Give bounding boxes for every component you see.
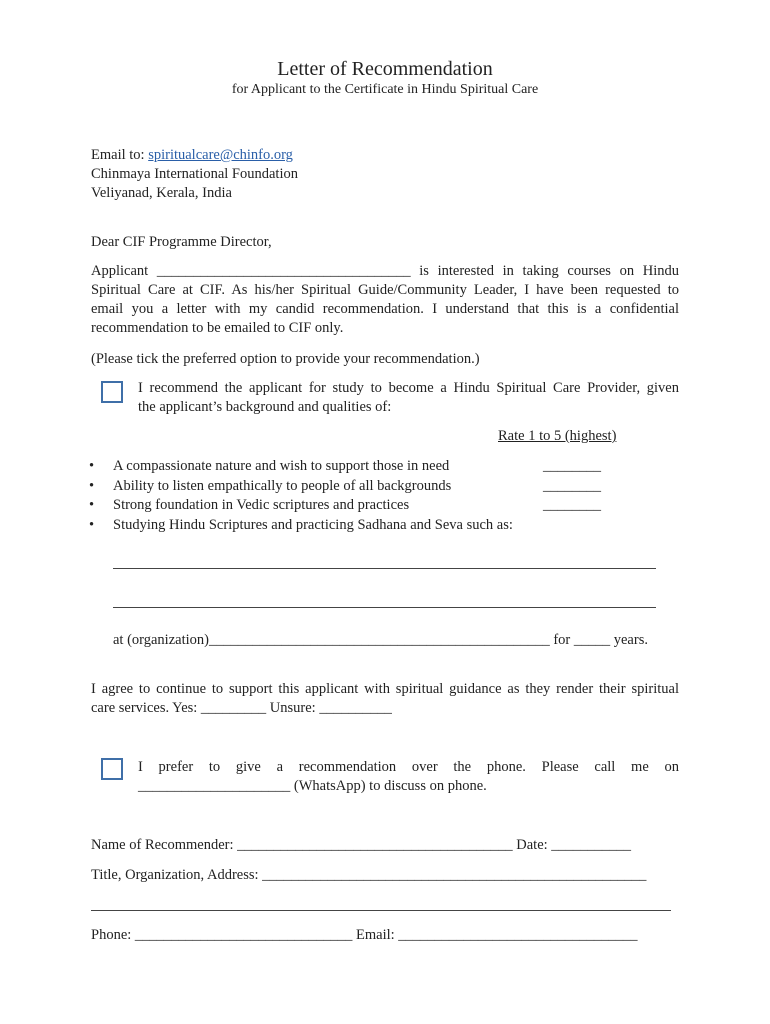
intro-line-2: Spiritual Care at CIF. As his/her Spiritual Guide/Community Leader, I have been requested to — [91, 282, 679, 298]
recommend-study-checkbox[interactable] — [101, 381, 123, 403]
list-item — [89, 516, 629, 536]
quality-label: Strong foundation in Vedic scriptures and practices — [113, 497, 410, 513]
list-item — [89, 477, 629, 497]
phone-recommendation-checkbox[interactable] — [101, 758, 123, 780]
rating-header: Rate 1 to 5 (highest) — [498, 428, 617, 444]
option-study-line-1: I recommend the applicant for study to become a Hindu Spiritual Care Provider, given — [138, 380, 679, 396]
email-label: Email to: — [91, 147, 149, 163]
intro-line-1: Applicant ___________________________________ is interested in taking courses on Hindu — [91, 263, 679, 279]
practices-line-1[interactable] — [113, 568, 656, 569]
recommender-name-line: Name of Recommender: ______________________________________ Date: ___________ — [91, 837, 632, 853]
address-block — [91, 146, 679, 203]
address-continuation-line[interactable] — [91, 910, 671, 911]
rating-field[interactable]: ________ — [543, 458, 601, 474]
list-item — [89, 496, 629, 516]
email-link[interactable]: spiritualcare@chinfo.org — [148, 147, 293, 163]
quality-label: Studying Hindu Scriptures and practicing Sadhana and Seva such as: — [113, 516, 513, 533]
qualities-list — [89, 457, 629, 535]
list-item — [89, 457, 629, 477]
org-location: Veliyanad, Kerala, India — [91, 185, 232, 201]
bullet-icon: • — [89, 477, 95, 494]
bullet-icon: • — [89, 458, 95, 474]
rating-field[interactable]: ________ — [543, 477, 601, 494]
organization-years-line: at (organization)_______________________________________________ for _____ years. — [113, 632, 648, 648]
bullet-icon: • — [89, 516, 95, 533]
intro-line-4: recommendation to be emailed to CIF only. — [91, 320, 344, 336]
page-subtitle: for Applicant to the Certificate in Hindu Spiritual Care — [231, 82, 539, 97]
org-name: Chinmaya International Foundation — [91, 166, 298, 182]
quality-label: Ability to listen empathically to people of all backgrounds — [113, 477, 452, 494]
agree-paragraph — [91, 680, 679, 718]
agree-line-1: I agree to continue to support this applicant with spiritual guidance as they render their spiritual — [91, 681, 679, 697]
rating-field[interactable]: ________ — [543, 497, 601, 513]
option-study-line-2: the applicant’s background and qualities of: — [138, 399, 392, 415]
salutation: Dear CIF Programme Director, — [91, 234, 272, 250]
practices-line-2[interactable] — [113, 607, 656, 608]
agree-line-2: care services. Yes: _________ Unsure: __________ — [91, 700, 392, 716]
email-line — [91, 146, 679, 165]
instruction-text: (Please tick the preferred option to provide your recommendation.) — [91, 351, 480, 367]
title-org-address-line: Title, Organization, Address: _____________________________________________________ — [91, 867, 647, 883]
option-phone-line-2: _____________________ (WhatsApp) to discuss on phone. — [138, 778, 487, 794]
option-phone-text — [138, 758, 679, 796]
bullet-icon: • — [89, 497, 95, 513]
option-study-text — [138, 379, 679, 417]
phone-email-line: Phone: ______________________________ Email: _________________________________ — [91, 927, 638, 943]
page-title: Letter of Recommendation — [277, 58, 493, 80]
intro-line-3: email you a letter with my candid recommendation. I understand that this is a confidential — [91, 301, 679, 317]
option-phone-line-1: I prefer to give a recommendation over the phone. Please call me on — [138, 759, 679, 775]
quality-label: A compassionate nature and wish to support those in need — [113, 458, 450, 474]
intro-paragraph — [91, 262, 679, 338]
